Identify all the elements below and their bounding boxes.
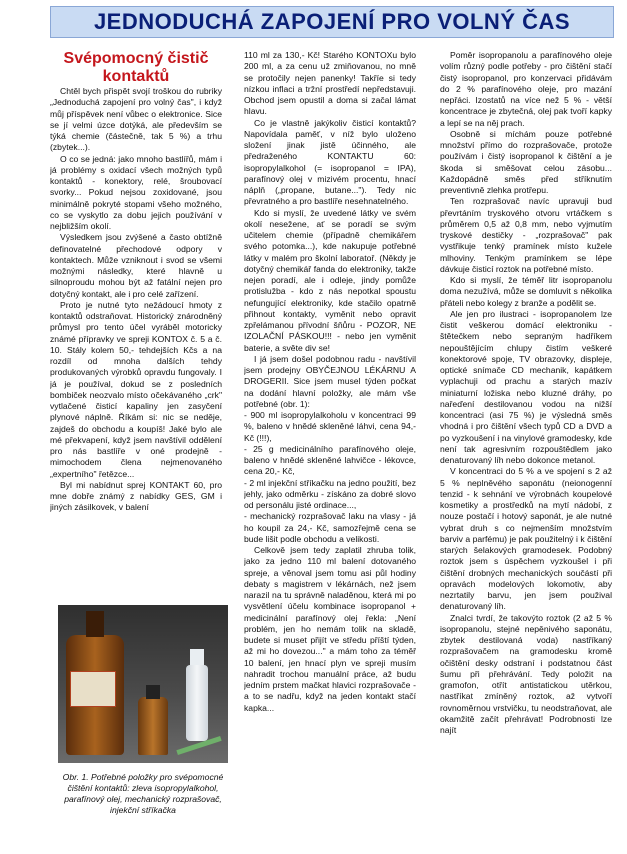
article-title: Svépomocný čistič kontaktů xyxy=(63,50,209,85)
list-item: - mechanický rozprašovač laku na vlasy - já ho koupil za 24,- Kč, samozřejmě cena se bude lišit podle obchodu a velikosti. xyxy=(244,511,416,544)
paragraph: Celkově jsem tedy zaplatil zhruba tolik, jako za jedno 110 ml balení dotovaného spreje, a věnoval jsem tomu asi půl hodiny debaty s magistrem v lékárnách, než jsem narazil na tu správně naladěnou, která mi po vysvětlení účelu kombinace isopropanol + medicinální parafínový olej řekla: „Není problém, jen ho nemám tolik na skladě, budete si muset přijít ve středu příští týden, až mi ho dovezou..." a mám toho za téměř 10 balení, jen hnací plyn ve spreji musím nahradit trochou manuální práce, až budu jedním prstem mačkat hlavici rozprašovače - a to se nadřu, když na jeden kontakt stačí kapka... xyxy=(244,545,416,713)
paragraph: Byl mi nabídnut sprej KONTAKT 60, pro mne dobře známý z nabídky GES, GM i jiných zásilkovek, v balení xyxy=(50,479,222,513)
column-2 xyxy=(244,50,416,850)
paragraph: Znalci tvrdí, že takovýto roztok (2 až 5 % isopropanolu, stejné nepěnivého saponátu, zbytek destilovaná voda) nastříkaný rozprašovačem na gramodesku kromě očištění desky odstraní i podstatnou část šumu při přehrávání. Tedy položit na gramofon, otřít antistatickou utěrkou, nastříkat zmíněný roztok, až vytvoří rovnoměrnou vrstvičku, tu neodstraňovat, ale okamžitě začít přehrávat! Podrobnosti lze najít xyxy=(440,612,612,735)
paragraph: I já jsem došel podobnou radu - navštívil jsem prodejny OBYČEJNOU LÉKÁRNU A DROGERII. Sice jsem musel týden počkat na dodání hlavní položky, ale mám vše potřebné (obr. 1): xyxy=(244,353,416,409)
paragraph: Ten rozprašovač navíc upravuji bud převrtáním tryskového otvoru vrtáčkem s průměrem 0,5 až 0,8 mm, nebo vyjmutím tryskové destičky - „rozprašovač" pak vystřikuje tenký pramínek místo kužele mlhoviny. Tenkým pramínkem se lépe dávkuje čisticí roztok na potřebné místo. xyxy=(440,196,612,274)
paragraph: Poměr isopropanolu a parafínového oleje volím různý podle potřeby - pro čištění stačí čistý isopropanol, pro konzervaci přidávám do 2 % parafínového oleje, pro mazání nepřáci. Izostatů na více než 5 % - větší koncentrace je zbytečná, olej pak tvoří kapky a lepí se na něj prach. xyxy=(440,50,612,128)
paragraph: Osobně si míchám pouze potřebné množství přímo do rozprašovače, protože používám i čistý isopropanol k čištění a je škoda si směšovat celou zásobu... Každopádně směs před stříknutím preventivně zlehka protřepu. xyxy=(440,128,612,195)
list-item: - 900 ml isopropylalkoholu v koncentraci 99 %, baleno v hnědé skleněné láhvi, cena 94,- Kč (!!!), xyxy=(244,410,416,443)
sprayer-bottle xyxy=(186,665,208,741)
paragraph: Výsledkem jsou zvýšené a často obtížně definovatelné přechodové odpory v kontaktech. Může vzniknout i svod se všemi možnými následky, které hlavně u silnoproudu mohou být až fatální nejen pro dotyčný kontakt, ale i pro celé zařízení. xyxy=(50,232,222,299)
paragraph: O co se jedná: jako mnoho bastlířů, mám i já problémy s oxidací všech možných typů kontaktů - konektory, relé, šroubovací svorky... Pokud nejsou zoxidované, jsou minimálně pokryté stopami všeho možného, co se vyskytlo za dobu jejich používání v nejbližším okolí. xyxy=(50,153,222,231)
section-banner xyxy=(50,6,614,38)
paragraph: 110 ml za 130,- Kč! Starého KONTOXu bylo 200 ml, a za cenu už zmiňovanou, no mně se protočily nejen panenky! Takříe si tedy nízkou inflaci a tržní prostředí nepředstavuji. Obchod jsem opustil a doma si začal lámat hlavu. xyxy=(244,50,416,117)
list-item: - 25 g medicinálního parafínového oleje, baleno v hnědé skleněné lahvičce - lékovce, cena 20,- Kč, xyxy=(244,443,416,477)
paragraph: Co je vlastně jakýkoliv čisticí kontaktů? Napovídala paměť, v níž bylo uloženo složení jinak jistě účinného, ale předraženého KONTAKTU 60: isopropylalkohol (= isopropanol = IPA), parafínový olej v mizivém procentu, hnací náplň („propane, butane..."). Tedy nic převratného a pro bastlíře nesehnatelného. xyxy=(244,117,416,207)
column-3 xyxy=(440,50,612,850)
paraffin-oil-bottle xyxy=(138,697,168,755)
paragraph: Chtěl bych přispět svojí troškou do rubriky „Jednoduchá zapojení pro volný čas", i když můj příspěvek není vůbec o elektronice. Sice se jí velmi úzce dotýká, ale především se týká chemie (částečně, tak 5 %) a trhu (zbytek...). xyxy=(50,86,222,153)
paragraph: Kdo si myslí, že uvedené látky ve svém okolí nesežene, ať se poradí se svým učitelem chemie (případně chemikářem svého potomka...), kde nakupuje potřebné látky v malém pro školní laboratoř. (Někdy je dotyčný chemikář fanda do elektroniky, takže nejen poradí, ale i odleje, jindy pomůže protislužba - kdo z nás nepotkal spoustu nefungující elektroniky, kde stačilo opatrně přihnout kontakty, vyměnit nebo opravit zpřelámanou přívodní šňůru - POZOR, NE IZOLAČNÍ PÁSKOU!!! - nebo jen vyměnit baterie, a světe div se! xyxy=(244,207,416,353)
paragraph: V koncentraci do 5 % a ve spojení s 2 až 5 % neplněvého saponátu (neionogenní tenzid - k sehnání ve výrobnách koupelové kosmetiky a prostředků na mytí nádobí, z nouze postačí i hotový saponát, je ale nutné vybrat druh s co nejmenším množstvím barviv a parfému) je pak použitelný i k čištění starých šelakových gramodesek. Podobný roztok jsem s úspěchem vyzkoušel i při čištění drobných mechanických součástí při opravách modelových lokomotiv, aby nezrtatily barvu, jen jsem použival denaturovaný líh. xyxy=(440,466,612,612)
product-photo xyxy=(58,605,228,763)
paragraph: Proto je nutné tyto nežádoucí hmoty z kontaktů odstraňovat. Historický znárodněný průmysl pro tento účel vyráběl motoricky známé přípravky ve spreji KONTOX č. 5 a č. 10. Stály kolem 50,- tehdejších Kčs a na rozdíl od mnoha dalších tehdy produkovaných výrobků opravdu fungovaly. I já je používal, dokud se z posledních bombiček neozvalo místo očekávaného „crk" vytlačené čisticí kapaliny jen zasyčení plynové náplně. Říkám si: nic se neděje, zajdeš do obchodu a koupíš! Jaké bylo ale mé překvapení, když jsem navštívil oddělení pro nás bastlíře v oné prodejně - mimochodem člena nejmenovaného „expertního" řetězce... xyxy=(50,299,222,479)
list-item: - 2 ml injekční stříkačku na jedno použití, bez jehly, jako odměrku - získáno za dobré slovo od personálu jisté ordinace..., xyxy=(244,477,416,510)
figure-caption: Obr. 1. Potřebné položky pro svépomocné čištění kontaktů: zleva isopropylalkohol, parafínový olej, mechanický rozprašovač, injekční stříkačka xyxy=(62,772,224,815)
section-title: JEDNODUCHÁ ZAPOJENÍ PRO VOLNÝ ČAS xyxy=(93,9,571,34)
paragraph: Kdo si myslí, že téměř litr isopropanolu doma nezužívá, může se domluvit s několika přáteli nebo kolegy z branže a podělit se. xyxy=(440,275,612,308)
paragraph: Ale jen pro ilustraci - isopropanolem lze čistit veškerou domácí elektroniku - štětečkem nebo sepraným hadříkem nepouštějícím chlupy čistím veškeré konektorové spoje, TV obrazovky, displeje, optické snímače CD mechanik, kapátkem vyplachuji od prachu a starých mazív miniaturní ložiska nebo kluzné dráhy, po nařeďení destilovanou vodou na nižší koncentraci (asi 75 %) je výsledná směs vhodná i pro čištění všech typů CD a DVD a po vyzkoušení i na vinylové gramodesky, kde není tak agresivním rozpouštědlem jako denaturovaný líh nebo dokonce metanol. xyxy=(440,308,612,465)
bottle-label xyxy=(70,671,116,707)
